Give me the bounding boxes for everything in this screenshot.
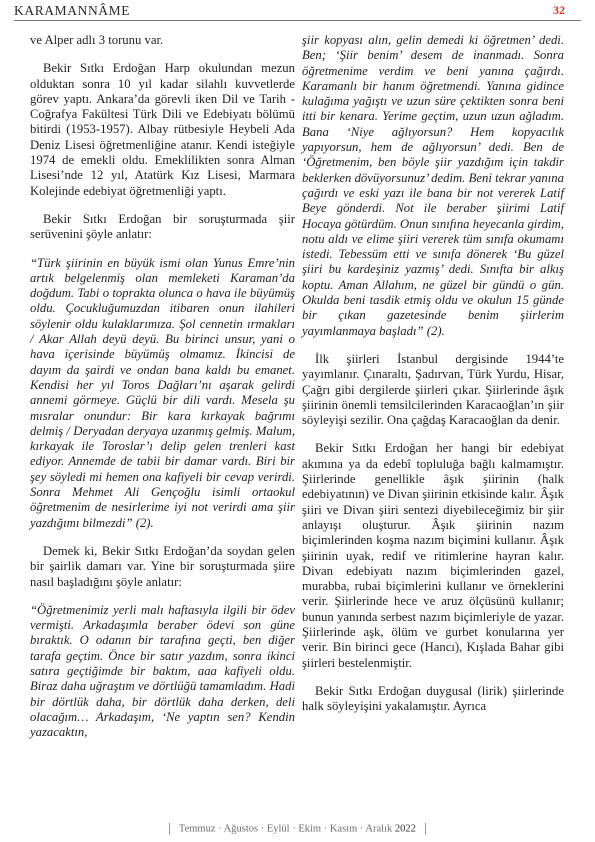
quote-paragraph: “Öğretmenimiz yerli malı haftasıyla ilgili bir ödev vermişti. Arkadaşımla beraber ödevi son güne bıraktık. O odanın bir tarafına geçti, ben diğer tarafa geçtim. Önce bir satır yazdım, sonra ikinci satıra geçtiğimde bir baktım, aaa kafiyeli oldu. Biraz daha uğraştım ve dörtlüğü tamamladım. Hadi bir dörtlük daha, bir dörtlük daha derken, deli olacağım… Arkadaşım, ‘Ne yaptın sen? Kendin yazacaktın, (30, 602, 295, 740)
issue-year: 2022 (394, 823, 416, 835)
footer-divider (425, 823, 426, 835)
paragraph: ve Alper adlı 3 torunu var. (30, 33, 164, 47)
footer-divider (169, 823, 170, 835)
paragraph: Bekir Sıtkı Erdoğan duygusal (lirik) şiirlerinde halk söyleyişini yakalamıştır. Ayrıca (302, 683, 564, 714)
running-header (14, 0, 565, 20)
right-column (302, 33, 564, 727)
paragraph: Demek ki, Bekir Sıtkı Erdoğan’da soydan gelen bir şairlik damarı var. Yine bir soruşturmada şiire nasıl başladığını şöyle anlatır: (30, 543, 295, 589)
paragraph: Bekir Sıtkı Erdoğan her hangi bir edebiyat akımına ya da edebî topluluğa bağlı kalmamıştır. Şiirlerinde genellikle âşık şiirinin (halk edebiyatının) ve Divan şiirinin etkisinde kalır. Âşık şiiri ve Divan şiiri sentezi diyebileceğimiz bir şiir anlayışı oluşturur. Âşık şiirinin nazım biçimlerinden koşma nazım biçimini kullanır. Âşık şiirinin uyak, redif ve ritimlerine hayran kalır. Divan edebiyatı nazım biçimlerinden gazel, murabba, rubai biçimlerini kullanır ve örneklerini verir. Şiirlerinde hece ve aruz ölçüsünü kullanır; bunun yanında serbest nazım biçimleriyle de yazar. Şiirlerinde aşk, ölüm ve gurbet konularına yer verir. Bin birinci gece (Hancı), Kışlada Bahar gibi şiirleri bestelenmiştir. (302, 441, 564, 670)
quote-paragraph: “Türk şiirinin en büyük ismi olan Yunus Emre’nin artık belgelenmiş olan memleketi Karaman’da doğdum. Tabi o toprakta olunca o hava ile büyümüş oldu. Çocukluğumuzdan itibaren onun ilahileri söylenir oldu kulaklarımıza. Şol cennetin ırmakları / Akar Allah deyü deyü. Bu birinci unsur, yani o hava içerisinde büyümüş olmamız. İkincisi de dayım da şairdi ve ondan bana kaldı bu emanet. Kendisi her yıl Toros Dağları’nı aşarak gelirdi annemi görmeye. Güçlü bir dili vardı. Mesela şu mısralar onundur: Bir kara kırkayak bağrımı delmiş / Deryadan deryaya uzanmış gelmiş. Malum, kırkayak ile Toroslar’ı delip gelen trenleri kast ediyor. Annemde de tabii bir damar vardı. Biri bir şey söyledi mi hemen ona kafiyeli bir cevap verirdi. Sonra Mehmet Ali Gençoğlu isimli ortaokul öğretmenim de nesirlerime iyi not verirdi ama şiir yazdığımı bilmezdi” (2). (30, 255, 295, 530)
page-number: 32 (553, 3, 565, 17)
left-column (30, 33, 295, 753)
paragraph: İlk şiirleri İstanbul dergisinde 1944’te yayımlanır. Çınaraltı, Şadırvan, Türk Yurdu, Hisar, Çağrı gibi dergilerde şiirleri çıkar. Şiirlerinde âşık şiirinin önemli temsilcilerinden Karacaoğlan’ın şiir söyleyişi sezilir. Ona çağdaş Karacaoğlan da denir. (302, 351, 564, 428)
issue-footer (0, 823, 595, 835)
quote-paragraph: şiir kopyası alın, gelin demedi ki öğretmen’ dedi. Ben; ‘Şiir benim’ desem de inanmadı. Sonra öğretmenime verdim ve beni yanına çağırdı. Karamanlı bir hanım öğretmendi. Yanına gidince kulağıma yağıştı ve uzun süre çektikten sonra beni itti bir kenara. Yerime geçtim, uzun uzun ağladım. Bana ‘Niye ağlıyorsun? Hem kopyacılık yapıyorsun, hem de ağlıyorsun’ dedi. Ben de ‘Öğretmenim, ben böyle şiir yazdığım için takdir beklerken dövüyorsunuz’ dedim. Beni tekrar yanına çağırdı ve eski yazı ile bana bir not vererek Latif Beye gönderdi. Not ile beraber şiirimi Latif Hocaya götürdüm. Onun sınıfına heyecanla girdim, notu aldı ve elime şiiri vererek tüm sınıfa okumamı istedi. Tebessüm etti ve sınıfa dönerek ‘Bu güzel şiiri bu kardeşiniz yazmış’ dedi. Sınıfta bir alkış koptu. Aman Allahım, ne güzel bir gündü o gün. Okulda beni tasdik etmiş oldu ve okulun 15 günde bir çıkan gazetesinde benim şiirlerim yayımlanmaya başladı” (2). (302, 33, 564, 338)
paragraph: Bekir Sıtkı Erdoğan bir soruşturmada şiir serüvenini şöyle anlatır: (30, 211, 295, 242)
issue-months: Temmuz · Ağustos · Eylül · Ekim · Kasım · Aralık (178, 823, 393, 835)
paragraph: Bekir Sıtkı Erdoğan Harp okulundan mezun olduktan sonra 10 yıl kadar silahlı kuvvetlerde görev yaptı. Ankara’da görevli iken Dil ve Tarih -Coğrafya Fakültesi Türk Dili ve Edebiyatı bölümü bitirdi (1953-1957). Albay rütbesiyle Heybeli Ada Deniz Lisesi öğretmenliğine atanır. Kendi isteğiyle 1974 de emekli oldu. Emeklilikten sonra Alman Lisesi’nde 12 yıl, Atatürk Kız Lisesi, Marmara Kolejinde edebiyat öğretmenliği yaptı. (30, 61, 295, 198)
header-rule (14, 20, 581, 21)
journal-title: KARAMANNÂME (14, 3, 131, 18)
